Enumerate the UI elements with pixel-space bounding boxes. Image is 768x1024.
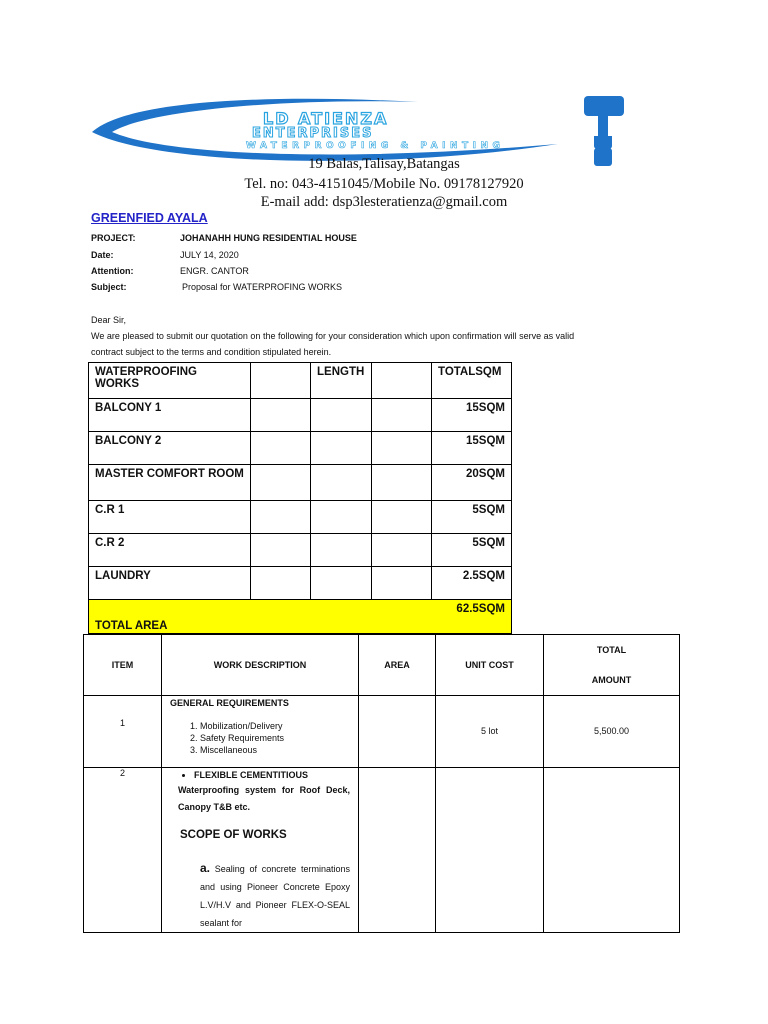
work-header-row — [84, 635, 680, 696]
area-row-name: BALCONY 2 — [89, 432, 251, 465]
company-email: E-mail add: dsp3lesteratienza@gmail.com — [260, 194, 508, 210]
header-total-amount — [544, 635, 680, 696]
general-requirements-title: GENERAL REQUIREMENTS — [170, 698, 289, 708]
area-table — [88, 362, 512, 634]
work-row-description — [162, 768, 359, 933]
area-row-total: 5SQM — [432, 501, 512, 534]
work-row — [84, 696, 680, 768]
project-value: JOHANAHH HUNG RESIDENTIAL HOUSE — [180, 233, 357, 243]
header-area: AREA — [359, 635, 436, 696]
scope-item-a — [170, 859, 350, 932]
date-value: JULY 14, 2020 — [180, 250, 239, 260]
work-row — [84, 768, 680, 933]
header-work-description: WORK DESCRIPTION — [162, 635, 359, 696]
area-header-works: WATERPROOFING WORKS — [89, 363, 251, 399]
work-row-total: 5,500.00 — [544, 696, 680, 768]
area-row — [89, 534, 512, 567]
flexible-cementitious-body: Waterproofing system for Roof Deck, Canopy T&B etc. — [178, 785, 350, 812]
general-requirements-list — [170, 720, 350, 756]
area-row — [89, 432, 512, 465]
work-row-area — [359, 768, 436, 933]
subject-label: Subject: — [91, 282, 127, 292]
subject-value: Proposal for WATERPROFING WORKS — [182, 282, 343, 292]
flexible-list — [170, 768, 350, 782]
work-row-description — [162, 696, 359, 768]
letter-line-1: We are pleased to submit our quotation on the following for your consideration which upon confirmation will serve as valid — [91, 331, 575, 341]
work-row-item: 1 — [84, 696, 162, 768]
area-row-total: 5SQM — [432, 534, 512, 567]
work-row-area — [359, 696, 436, 768]
work-table — [83, 634, 680, 933]
area-row-name: C.R 2 — [89, 534, 251, 567]
scope-item-a-letter: a. — [200, 861, 211, 875]
attention-label: Attention: — [91, 266, 134, 276]
area-row — [89, 465, 512, 501]
project-label: PROJECT: — [91, 233, 136, 243]
area-header-blank-2 — [372, 363, 432, 399]
logo-tagline: WATERPROOFING & PAINTING — [246, 141, 505, 151]
scope-item-a-text: Sealing of concrete terminations and using Pioneer Concrete Epoxy L.V/H.V and Pioneer FLEX-O-SEAL sealant for — [200, 864, 350, 928]
recipient-name: GREENFIED AYALA — [91, 211, 208, 225]
area-row-total: 15SQM — [432, 399, 512, 432]
work-row-total — [544, 768, 680, 933]
area-row-name: BALCONY 1 — [89, 399, 251, 432]
total-area-value: 62.5SQM — [432, 600, 512, 634]
area-row-name: C.R 1 — [89, 501, 251, 534]
header-total-line2: AMOUNT — [591, 675, 632, 685]
list-item: 1. Mobilization/Delivery — [200, 720, 350, 732]
area-header-length: LENGTH — [311, 363, 372, 399]
header-unit-cost: UNIT COST — [436, 635, 544, 696]
area-row-name: LAUNDRY — [89, 567, 251, 600]
area-row — [89, 567, 512, 600]
attention-value: ENGR. CANTOR — [180, 266, 249, 276]
work-row-unit-cost — [436, 768, 544, 933]
header-total-line1: TOTAL — [596, 645, 627, 655]
logo-line2: ENTERPRISES — [252, 126, 374, 141]
logo-line1: LD ATIENZA — [263, 109, 389, 128]
area-header-totalsqm: TOTALSQM — [432, 363, 512, 399]
work-row-unit-cost: 5 lot — [436, 696, 544, 768]
header-item: ITEM — [84, 635, 162, 696]
salutation: Dear Sir, — [91, 315, 127, 325]
list-item: 3. Miscellaneous — [200, 744, 350, 756]
area-row — [89, 501, 512, 534]
scope-of-works-heading: SCOPE OF WORKS — [180, 829, 287, 841]
list-item: 2. Safety Requirements — [200, 732, 350, 744]
area-row-total: 20SQM — [432, 465, 512, 501]
area-row — [89, 399, 512, 432]
flexible-cementitious-title: • FLEXIBLE CEMENTITIOUS — [194, 768, 350, 782]
area-total-row — [89, 600, 512, 634]
work-row-item: 2 — [84, 768, 162, 933]
area-row-total: 15SQM — [432, 432, 512, 465]
company-phone: Tel. no: 043-4151045/Mobile No. 09178127920 — [244, 176, 524, 192]
letter-line-2: contract subject to the terms and condition stipulated herein. — [91, 347, 332, 357]
date-label: Date: — [91, 250, 114, 260]
area-header-blank-1 — [251, 363, 311, 399]
area-row-total: 2.5SQM — [432, 567, 512, 600]
company-address: 19 Balas,Talisay,Batangas — [308, 156, 460, 172]
total-area-label: TOTAL AREA — [89, 600, 432, 634]
area-header-row — [89, 363, 512, 399]
area-row-name: MASTER COMFORT ROOM — [89, 465, 251, 501]
